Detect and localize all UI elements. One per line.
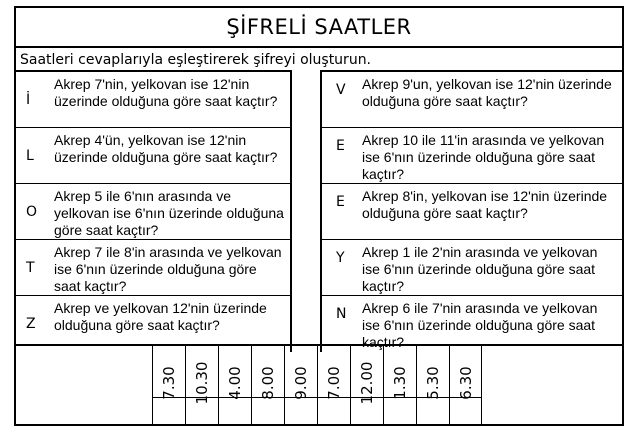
- answer-time: 7.00: [325, 366, 343, 400]
- question-text: Akrep 10 ile 11'in arasında ve yelkovan ise 6'nın üzerinde olduğuna göre saat kaçtır?: [362, 132, 605, 182]
- question-text: Akrep 7'nin, yelkovan ise 12'nin üzerinde olduğuna göre saat kaçtır?: [54, 76, 278, 109]
- letter-slot[interactable]: [252, 397, 284, 426]
- letter-slot[interactable]: [186, 397, 218, 426]
- question-text: Akrep 7 ile 8'in arasında ve yelkovan ise 6'nın üzerinde olduğuna göre saat kaçtır?: [54, 244, 282, 294]
- question-text: Akrep 5 ile 6'nın arasında ve yelkovan ise 6'nın üzerinde olduğuna göre saat kaçtır?: [54, 188, 284, 238]
- question-row: [16, 184, 290, 240]
- answer-cell: [251, 346, 284, 426]
- left-question-column: [16, 70, 292, 352]
- answer-time: 4.00: [226, 366, 244, 400]
- answer-cell: [350, 346, 383, 426]
- question-text: Akrep 4'ün, yelkovan ise 12'nin üzerinde olduğuna göre saat kaçtır?: [54, 132, 278, 165]
- question-row: [16, 128, 290, 184]
- question-letter: E: [336, 194, 345, 210]
- worksheet: [14, 6, 624, 426]
- question-letter: O: [26, 203, 38, 220]
- letter-slot[interactable]: [153, 397, 185, 426]
- answer-time: 1.30: [391, 366, 409, 400]
- instruction-text: Saatleri cevaplarıyla eşleştirerek şifreyi oluşturun.: [20, 52, 372, 68]
- letter-slot[interactable]: [219, 397, 251, 426]
- answer-cell: [284, 346, 317, 426]
- answer-time: 5.30: [424, 366, 442, 400]
- question-letter: V: [336, 82, 346, 98]
- question-text: Akrep 9'un, yelkovan ise 12'nin üzerinde olduğuna göre saat kaçtır?: [362, 76, 612, 109]
- right-question-column: [320, 70, 624, 352]
- answer-time: 8.00: [259, 366, 277, 400]
- question-row: [322, 240, 624, 296]
- answer-cell: [449, 346, 482, 426]
- answer-time: 10.30: [193, 361, 211, 405]
- question-letter: E: [336, 138, 345, 154]
- question-row: [16, 240, 290, 296]
- question-letter: N: [336, 306, 347, 322]
- answer-cell: [416, 346, 449, 426]
- question-text: Akrep 8'in, yelkovan ise 12'nin üzerinde olduğuna göre saat kaçtır?: [362, 188, 608, 221]
- question-text: Akrep ve yelkovan 12'nin üzerinde olduğuna göre saat kaçtır?: [54, 300, 267, 333]
- answer-cell: [152, 346, 185, 426]
- answer-time: 9.00: [292, 366, 310, 400]
- answer-cell: [317, 346, 350, 426]
- answer-cell: [383, 346, 416, 426]
- answer-time: 12.00: [358, 361, 376, 405]
- question-row: [16, 72, 290, 128]
- question-row: [322, 184, 624, 240]
- question-letter: L: [26, 147, 34, 164]
- page-title: ŞİFRELİ SAATLER: [16, 8, 622, 48]
- question-text: Akrep 1 ile 2'nin arasında ve yelkovan ise 6'nın üzerinde olduğuna göre saat kaçtır?: [362, 244, 598, 294]
- answer-time: 7.30: [160, 366, 178, 400]
- letter-slot[interactable]: [417, 397, 449, 426]
- answer-cell: [218, 346, 251, 426]
- question-letter: Y: [336, 250, 345, 266]
- question-letter: T: [26, 259, 35, 276]
- question-letter: Z: [26, 316, 36, 332]
- question-row: [322, 128, 624, 184]
- question-text: Akrep 6 ile 7'nin arasında ve yelkovan ise 6'nın üzerinde olduğuna göre saat kaçtır?: [362, 300, 598, 350]
- answer-grid: [16, 344, 622, 426]
- letter-slot[interactable]: [384, 397, 416, 426]
- answer-time: 6.30: [456, 366, 475, 400]
- letter-slot[interactable]: [318, 397, 350, 426]
- answer-cell: [185, 346, 218, 426]
- question-letter: İ: [26, 91, 31, 108]
- letter-slot[interactable]: [351, 397, 383, 426]
- letter-slot[interactable]: [285, 397, 317, 426]
- question-row: [322, 72, 624, 128]
- letter-slot[interactable]: [450, 397, 481, 426]
